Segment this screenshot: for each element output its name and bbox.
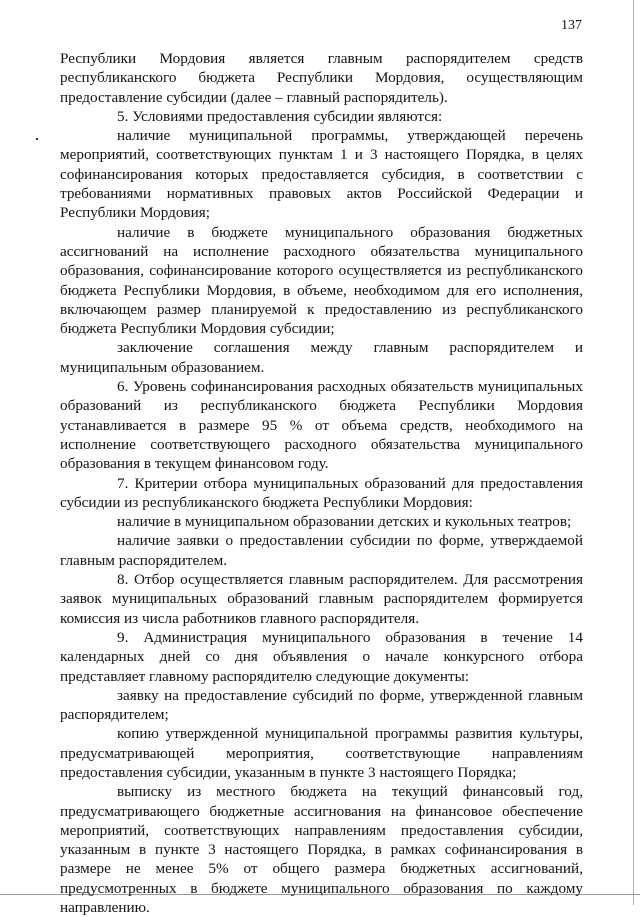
text-line: республиканского бюджета Республики Мордовия, осуществляющим (60, 69, 583, 87)
text-line: предусмотренных в бюджете муниципального образования по каждому (60, 879, 583, 897)
text-line: Республики Мордовия является главным распорядителем средств (60, 50, 583, 67)
text-line: бюджета Республики Мордовия, в объеме, необходимом для его исполнения, (60, 281, 583, 299)
text-line: устанавливается в размере 95 % от объема средств, необходимого на (60, 416, 583, 434)
text-line: мероприятий, соответствующих направлениям предоставления субсидии, (60, 821, 583, 839)
document-body (60, 49, 583, 917)
text-line: предусматривающей мероприятия, соответствующие направлениям (60, 744, 583, 762)
text-line: наличие в муниципальном образовании детских и кукольных театров; (117, 513, 572, 531)
page-number: 137 (561, 18, 582, 33)
text-line: предусматривающего бюджетные ассигнования на финансовое обеспечение (60, 802, 583, 820)
text-line: выписку из местного бюджета на текущий финансовый год, (117, 783, 583, 801)
text-line: предоставления субсидии, указанным в пункте 3 настоящего Порядка; (60, 763, 517, 781)
text-line: комиссия из числа работников главного распорядителя. (60, 609, 419, 627)
text-line: 9. Администрация муниципального образования в течение 14 (117, 628, 583, 646)
text-line: муниципальным образованием. (60, 358, 265, 376)
text-line: заявку на предоставление субсидий по форме, утвержденной главным (117, 686, 583, 704)
text-line: 6. Уровень софинансирования расходных обязательств муниципальных (117, 378, 583, 396)
scan-speck (36, 138, 38, 140)
text-line: образований из республиканского бюджета Республики Мордовия (60, 397, 583, 415)
text-line: софинансирования которых предоставляется субсидия, в соответствии с (60, 165, 583, 183)
text-line: образования, софинансирование которого осуществляется из республиканского (60, 262, 583, 280)
text-line: наличие заявки о предоставлении субсидии по форме, утверждаемой (117, 532, 583, 550)
text-line: наличие муниципальной программы, утверждающей перечень (117, 127, 583, 145)
text-line: ассигнований на исполнение расходного обязательства муниципального (60, 242, 583, 260)
text-line: направлению. (60, 899, 150, 917)
text-line: заявок муниципальных образований главным распорядителем формируется (60, 590, 583, 608)
text-line: календарных дней со дня объявления о начале конкурсного отбора (60, 648, 583, 666)
text-line: главным распорядителем. (60, 551, 228, 569)
text-line: предоставление субсидии (далее – главный распорядитель). (60, 88, 448, 106)
text-line: мероприятий, соответствующих пунктам 1 и 3 настоящего Порядка, в целях (60, 146, 583, 164)
text-line: бюджета Республики Мордовия субсидии; (60, 320, 335, 338)
text-line: заключение соглашения между главным распорядителем и (117, 339, 583, 357)
text-line: исполнение соответствующего расходного обязательства муниципального (60, 435, 583, 453)
text-line: наличие в бюджете муниципального образования бюджетных (117, 223, 583, 241)
text-line: субсидии из республиканского бюджета Республики Мордовия: (60, 493, 473, 511)
text-line: копию утвержденной муниципальной программы развития культуры, (117, 725, 583, 743)
text-line: 8. Отбор осуществляется главным распорядителем. Для рассмотрения (117, 571, 583, 589)
scan-edge-right (633, 0, 634, 905)
text-line: 7. Критерии отбора муниципальных образований для предоставления (117, 474, 583, 492)
text-line: размере не менее 5% от общего размера бюджетных ассигнований, (60, 860, 583, 878)
text-line: включающем размер планируемой к предоставлению из республиканского (60, 300, 583, 318)
text-line: 5. Условиями предоставления субсидии являются: (117, 107, 443, 125)
text-line: требованиями нормативных правовых актов Российской Федерации и (60, 185, 583, 203)
text-line: Республики Мордовия; (60, 204, 210, 222)
text-line: распорядителем; (60, 706, 169, 724)
text-line: указанным в пункте 3 настоящего Порядка, в рамках софинансирования в (60, 841, 583, 859)
text-line: образования в текущем финансовом году. (60, 455, 329, 473)
text-line: представляет главному распорядителю следующие документы: (60, 667, 470, 685)
